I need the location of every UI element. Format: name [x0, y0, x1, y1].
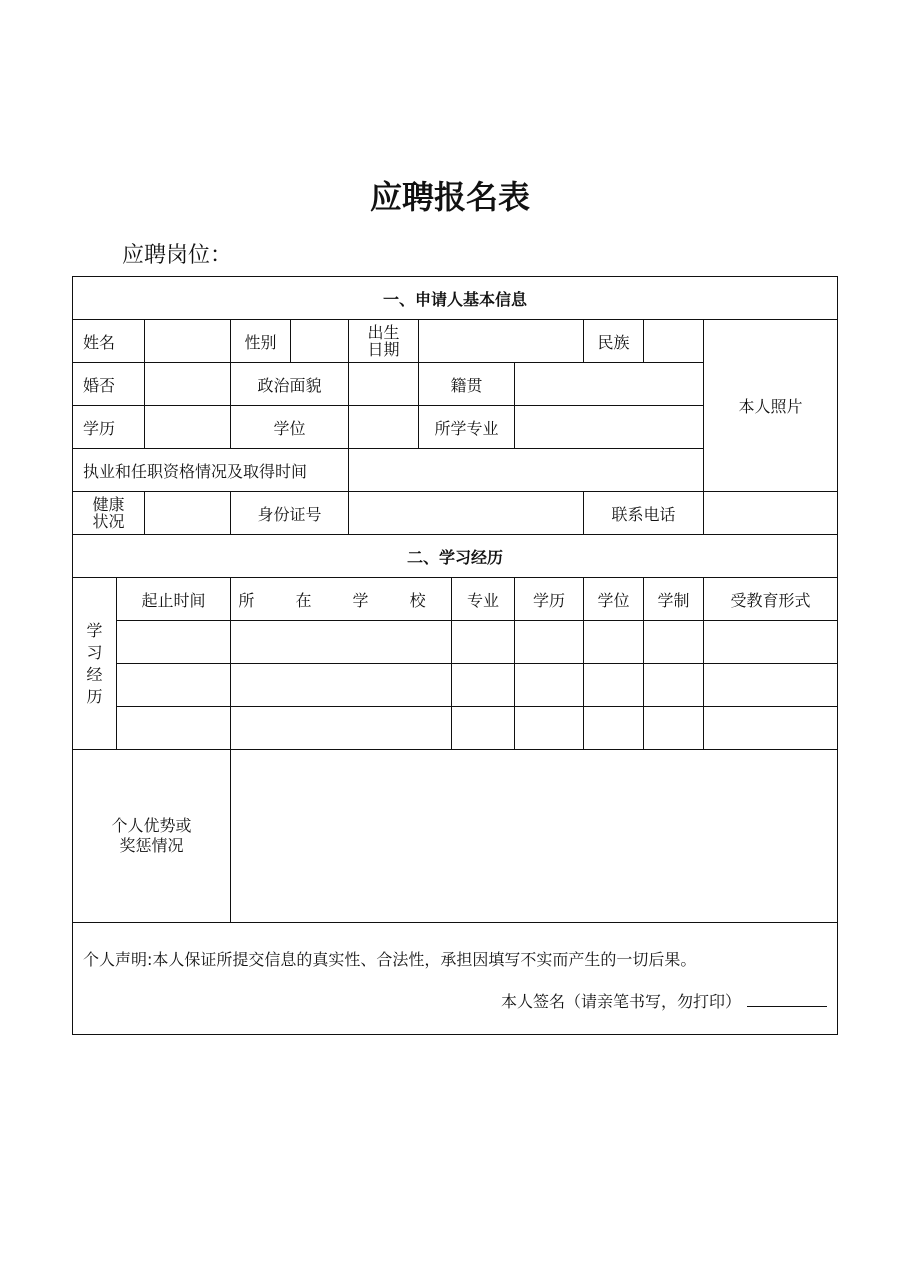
- degree-label: 学位: [231, 406, 349, 449]
- ethnicity-label: 民族: [584, 320, 644, 363]
- political-status-field[interactable]: [349, 363, 419, 406]
- period-field[interactable]: [117, 621, 231, 664]
- degree-field[interactable]: [349, 406, 419, 449]
- length-cell[interactable]: [644, 621, 704, 664]
- native-place-label: 籍贯: [419, 363, 515, 406]
- signature-label: 本人签名（请亲笔书写，勿打印）: [501, 992, 742, 1011]
- education-cell[interactable]: [515, 664, 584, 707]
- period-field[interactable]: [117, 707, 231, 750]
- degree-cell[interactable]: [584, 621, 644, 664]
- birth-date-label: 出生 日期: [349, 320, 419, 363]
- study-history-side-label: 学 习 经 历: [73, 578, 117, 750]
- degree-cell[interactable]: [584, 707, 644, 750]
- declaration-text: 个人声明:本人保证所提交信息的真实性、合法性，承担因填写不实而产生的一切后果。: [83, 950, 697, 969]
- name-field[interactable]: [145, 320, 231, 363]
- ethnicity-field[interactable]: [644, 320, 704, 363]
- advantages-field[interactable]: [231, 750, 838, 923]
- id-number-label: 身份证号: [231, 492, 349, 535]
- education-field[interactable]: [145, 406, 231, 449]
- school-field[interactable]: [231, 664, 452, 707]
- qualification-label: 执业和任职资格情况及取得时间: [73, 449, 349, 492]
- political-status-label: 政治面貌: [231, 363, 349, 406]
- declaration-box: [73, 923, 838, 1035]
- education-form-cell[interactable]: [704, 707, 838, 750]
- id-number-field[interactable]: [349, 492, 584, 535]
- name-label: 姓名: [73, 320, 145, 363]
- marital-field[interactable]: [145, 363, 231, 406]
- signature-line[interactable]: [747, 992, 827, 1007]
- col-school: 所 在 学 校: [231, 578, 452, 621]
- photo-box[interactable]: 本人照片: [704, 320, 838, 492]
- period-field[interactable]: [117, 664, 231, 707]
- major-field[interactable]: [515, 406, 704, 449]
- col-length: 学制: [644, 578, 704, 621]
- qualification-field[interactable]: [349, 449, 704, 492]
- length-cell[interactable]: [644, 707, 704, 750]
- gender-label: 性别: [231, 320, 291, 363]
- section-education-header: 二、学习经历: [73, 535, 838, 578]
- applied-position-label: 应聘岗位：: [122, 243, 233, 268]
- col-major: 专业: [452, 578, 515, 621]
- major-cell[interactable]: [452, 621, 515, 664]
- major-cell[interactable]: [452, 707, 515, 750]
- health-field[interactable]: [145, 492, 231, 535]
- col-education: 学历: [515, 578, 584, 621]
- phone-label: 联系电话: [584, 492, 704, 535]
- advantages-label: 个人优势或 奖惩情况: [73, 750, 231, 923]
- school-field[interactable]: [231, 621, 452, 664]
- col-period: 起止时间: [117, 578, 231, 621]
- health-label: 健康 状况: [73, 492, 145, 535]
- major-cell[interactable]: [452, 664, 515, 707]
- application-form-table: [72, 276, 838, 1035]
- native-place-field[interactable]: [515, 363, 704, 406]
- major-label: 所学专业: [419, 406, 515, 449]
- length-cell[interactable]: [644, 664, 704, 707]
- school-field[interactable]: [231, 707, 452, 750]
- phone-field[interactable]: [704, 492, 838, 535]
- birth-date-field[interactable]: [419, 320, 584, 363]
- col-degree: 学位: [584, 578, 644, 621]
- education-form-cell[interactable]: [704, 621, 838, 664]
- education-label: 学历: [73, 406, 145, 449]
- signature-row: [501, 989, 827, 1012]
- table-row: [73, 707, 838, 750]
- gender-field[interactable]: [291, 320, 349, 363]
- education-cell[interactable]: [515, 707, 584, 750]
- form-title: 应聘报名表: [369, 178, 530, 216]
- col-education-form: 受教育形式: [704, 578, 838, 621]
- education-form-cell[interactable]: [704, 664, 838, 707]
- degree-cell[interactable]: [584, 664, 644, 707]
- education-cell[interactable]: [515, 621, 584, 664]
- table-row: [73, 664, 838, 707]
- marital-label: 婚否: [73, 363, 145, 406]
- table-row: [73, 621, 838, 664]
- section-basic-info-header: 一、申请人基本信息: [73, 277, 838, 320]
